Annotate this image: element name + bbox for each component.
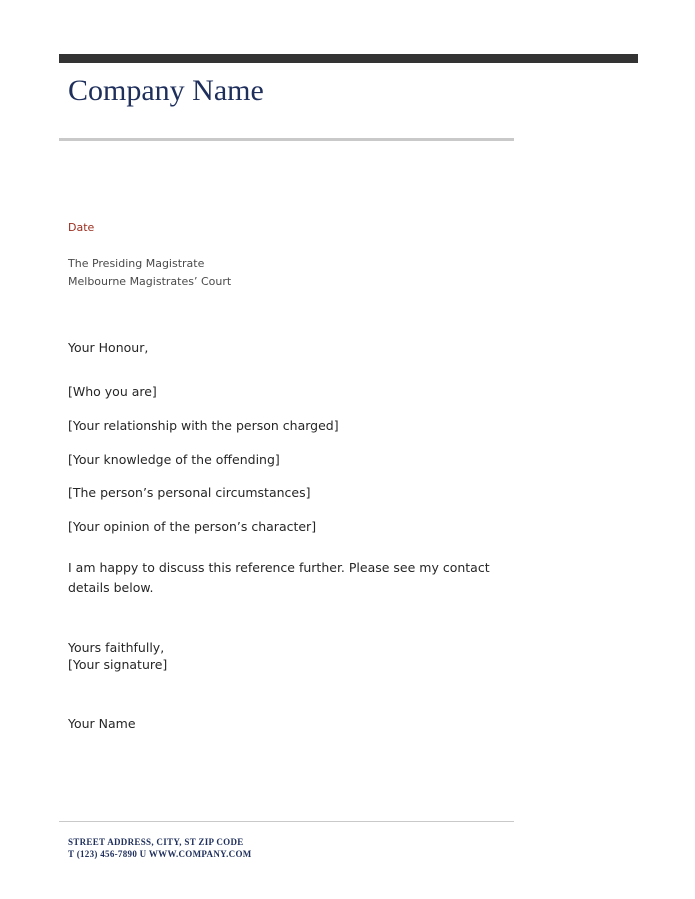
paragraph-character: [Your opinion of the person’s character] [68,519,317,534]
header-bar [59,54,638,63]
sender-name: Your Name [68,716,136,731]
paragraph-circumstances: [The person’s personal circumstances] [68,485,311,500]
closing-paragraph: I am happy to discuss this reference further. Please see my contact details below. [68,560,490,595]
signature-placeholder: [Your signature] [68,657,168,672]
footer-contact: T (123) 456-7890 U WWW.COMPANY.COM [68,849,252,859]
recipient-court: Melbourne Magistrates’ Court [68,275,232,288]
header-divider [59,138,514,141]
paragraph-knowledge: [Your knowledge of the offending] [68,452,280,467]
footer-address: STREET ADDRESS, CITY, ST ZIP CODE [68,837,244,847]
company-name: Company Name [68,74,264,107]
footer-divider [59,821,514,822]
sign-off: Yours faithfully, [68,640,165,655]
letter-date: Date [68,221,95,234]
salutation: Your Honour, [68,340,149,355]
recipient-title: The Presiding Magistrate [68,257,205,270]
paragraph-relationship: [Your relationship with the person charged] [68,418,339,433]
paragraph-who-you-are: [Who you are] [68,384,157,399]
